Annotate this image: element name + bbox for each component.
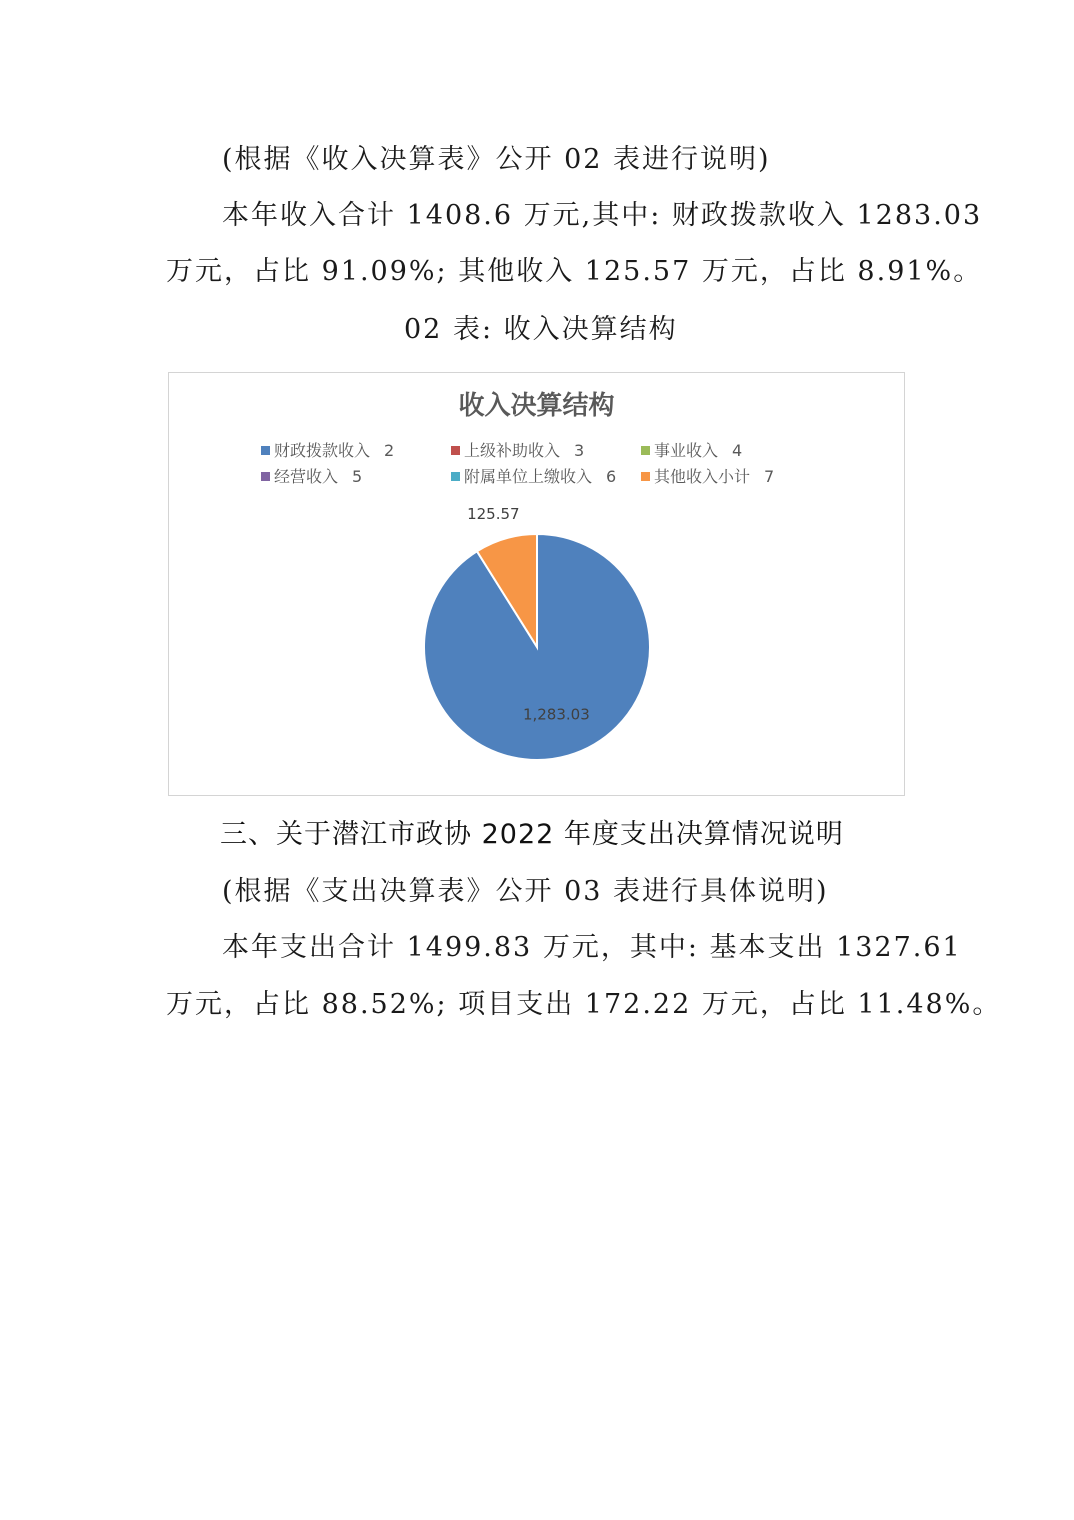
legend-label: 财政拨款收入 (274, 441, 371, 460)
legend-label: 事业收入 (654, 441, 719, 460)
income-pie-chart (168, 372, 905, 796)
chart-caption: 02 表: 收入决算结构 (404, 314, 678, 345)
legend-code: 5 (352, 467, 363, 486)
legend-label: 其他收入小计 (654, 467, 751, 486)
legend-code: 7 (764, 467, 775, 486)
legend-label: 经营收入 (274, 467, 339, 486)
section-heading-expenditure: 三、关于潜江市政协 2022 年度支出决算情况说明 (220, 819, 844, 850)
pie-slice-label: 1,283.03 (522, 705, 590, 724)
pie-plot-area (169, 373, 904, 795)
legend-label: 上级补助收入 (464, 441, 561, 460)
legend-code: 6 (606, 467, 617, 486)
legend-code: 4 (732, 441, 743, 460)
paragraph-expenditure-source-note: (根据《支出决算表》公开 03 表进行具体说明) (222, 876, 829, 907)
paragraph-expenditure-breakdown: 万元，占比 88.52%; 项目支出 172.22 万元，占比 11.48%。 (166, 989, 1002, 1020)
chart-title: 收入决算结构 (458, 391, 615, 421)
paragraph-income-source-note: (根据《收入决算表》公开 02 表进行说明) (222, 144, 771, 175)
legend-code: 2 (384, 441, 395, 460)
paragraph-expenditure-total: 本年支出合计 1499.83 万元，其中: 基本支出 1327.61 (222, 932, 962, 963)
legend-code: 3 (574, 441, 585, 460)
pie-slice-label: 125.57 (467, 505, 520, 524)
legend-label: 附属单位上缴收入 (464, 467, 593, 486)
paragraph-income-total: 本年收入合计 1408.6 万元,其中: 财政拨款收入 1283.03 (222, 200, 983, 231)
paragraph-income-breakdown: 万元，占比 91.09%; 其他收入 125.57 万元，占比 8.91%。 (166, 256, 983, 287)
